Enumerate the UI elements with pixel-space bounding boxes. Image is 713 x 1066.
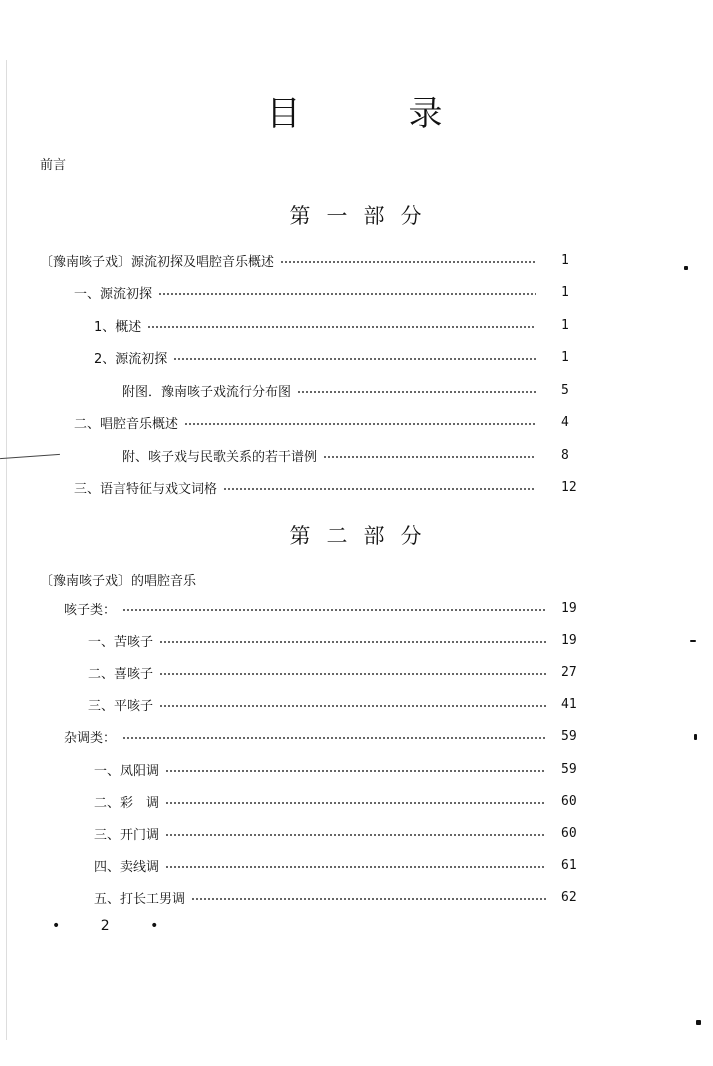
part2-heading-char: 部 [363,524,387,548]
toc-page-number: 60 [561,825,577,841]
toc-entry-title: 五、打长工男调 [94,892,186,908]
toc-entry [88,663,577,682]
toc-entry [88,696,577,715]
toc-page-number: 19 [561,600,577,616]
toc-page-number: 62 [561,890,577,906]
toc-leader-dots [122,737,546,739]
part1-heading-char: 第 [289,204,313,228]
toc-leader-dots [147,326,536,328]
toc-page-number: 12 [561,480,577,495]
toc-entry [88,631,577,650]
part1-heading [0,200,713,230]
title-char-1: 目 [266,94,305,134]
toc-entry-title: 附图．豫南咳子戏流行分布图 [122,384,292,400]
page-title [0,86,713,135]
toc-leader-dots [173,358,536,360]
toc-page-number: 41 [561,697,577,713]
toc-leader-dots [323,456,536,458]
toc-entry-title: 咳子类： [64,602,117,618]
toc-entry-title: 一、凤阳调 [94,763,160,779]
toc-entry-title: 二、彩 调 [94,795,160,811]
toc-page-number: 60 [561,793,577,809]
toc-entry-title: 三、开门调 [94,827,160,843]
toc-leader-dots [122,609,546,611]
preface-entry: 前言 [40,158,67,173]
toc-page-number: 1 [561,317,569,333]
toc-leader-dots [297,391,536,393]
toc-entry-title: 二、喜咳子 [88,666,154,682]
toc-entry [94,349,569,367]
toc-entry-title: 附、咳子戏与民歌关系的若干谱例 [122,449,318,465]
toc-leader-dots [184,423,536,425]
toc-leader-dots [223,488,536,490]
toc-entry-title: 三、平咳子 [88,699,154,715]
part1-heading-char: 一 [326,204,350,228]
toc-leader-dots [158,293,536,295]
toc-leader-dots [159,673,546,675]
toc-leader-dots [165,770,546,772]
toc-leader-dots [159,641,546,643]
scan-speck [684,266,688,270]
toc-leader-dots [280,261,536,263]
toc-entry-title: 1、概述 [94,319,142,335]
toc-entry-title: 〔豫南咳子戏〕源流初探及唱腔音乐概述 [40,254,275,270]
toc-page-number: 61 [561,858,577,874]
toc-entry [122,446,569,465]
toc-page-number: 1 [561,252,569,268]
toc-entry [74,479,577,497]
toc-entry [40,251,569,270]
toc-entry [94,316,569,335]
toc-leader-dots [165,802,546,804]
part2-heading-char: 分 [400,524,424,548]
toc-entry [122,381,569,400]
toc-entry-title: 2、源流初探 [94,352,168,367]
toc-entry [94,760,577,779]
toc-entry-title: 一、源流初探 [74,287,153,302]
toc-entry [64,728,577,747]
toc-leader-dots [191,898,546,900]
toc-page-number: 19 [561,632,577,648]
toc-entry [74,284,569,302]
toc-entry [64,599,577,618]
part1-heading-char: 部 [363,204,387,228]
page-number: • 2 • [52,918,177,934]
toc-entry [94,824,577,843]
toc-entry [74,414,569,432]
toc-leader-dots [159,705,546,707]
toc-entry-title: 二、唱腔音乐概述 [74,417,179,432]
toc-entry-title: 四、卖线调 [94,860,160,876]
scan-speck [690,640,696,642]
part2-subtitle: 〔豫南咳子戏〕的唱腔音乐 [40,574,197,589]
part2-heading [0,520,713,550]
toc-page-number: 27 [561,664,577,680]
toc-entry-title: 杂调类： [64,731,117,747]
part2-heading-char: 第 [289,524,313,548]
toc-page-number: 1 [561,285,569,300]
scan-speck [696,1020,701,1025]
scan-speck [694,734,697,740]
toc-entry [94,792,577,811]
toc-page-number: 8 [561,447,569,463]
toc-page-number: 1 [561,350,569,365]
toc-leader-dots [165,834,546,836]
toc-page-number: 59 [561,761,577,777]
toc-entry [94,889,577,908]
title-char-2: 录 [408,94,447,134]
part1-heading-char: 分 [400,204,424,228]
toc-entry [94,857,577,876]
toc-page-number: 4 [561,415,569,430]
scan-stray-line [0,454,60,459]
toc-page-number: 59 [561,729,577,745]
part2-heading-char: 二 [326,524,350,548]
toc-entry-title: 一、苦咳子 [88,634,154,650]
toc-entry-title: 三、语言特征与戏文词格 [74,482,218,497]
toc-leader-dots [165,866,546,868]
toc-page-number: 5 [561,382,569,398]
